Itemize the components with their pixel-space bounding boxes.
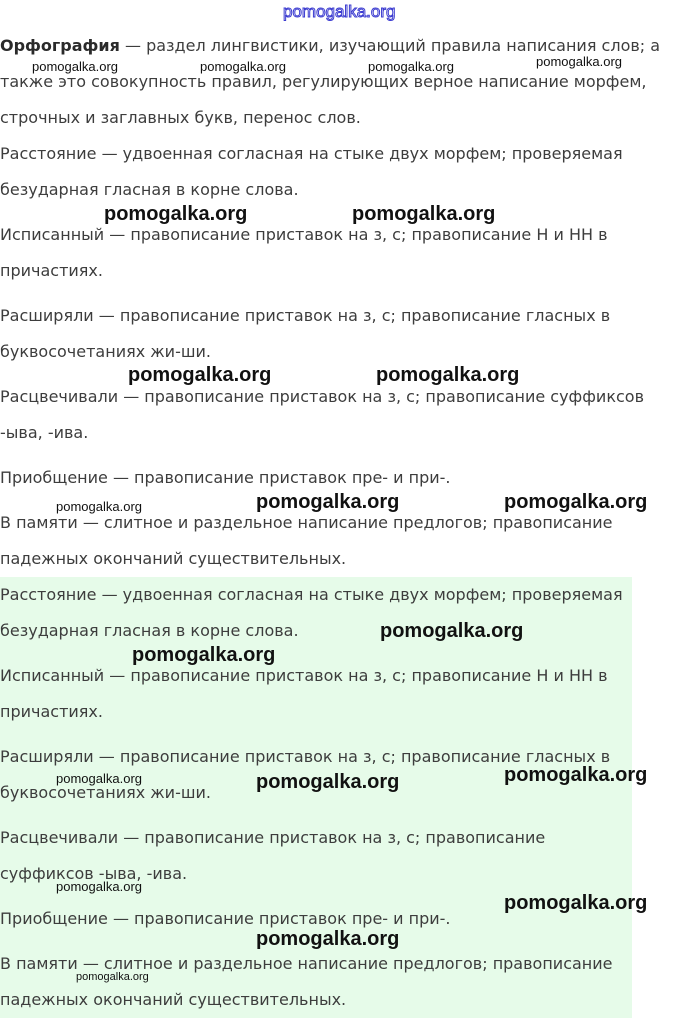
- answer-line: причастиях.: [0, 702, 103, 721]
- watermark: pomogalka.org: [56, 771, 142, 786]
- answer-line: Расстояние — удвоенная согласная на стыке двух морфем; проверяемая: [0, 585, 623, 604]
- watermark: pomogalka.org: [380, 620, 524, 642]
- text-line: безударная гласная в корне слова.: [0, 180, 299, 199]
- intro-line-2: также это совокупность правил, регулирующих верное написание морфем,: [0, 72, 647, 91]
- watermark: pomogalka.org: [76, 971, 149, 983]
- text-line: причастиях.: [0, 261, 103, 280]
- watermark: pomogalka.org: [200, 59, 286, 74]
- watermark: pomogalka.org: [352, 203, 496, 225]
- answer-line: В памяти — слитное и раздельное написание предлогов; правописание: [0, 954, 613, 973]
- watermark: pomogalka.org: [376, 364, 520, 386]
- watermark: pomogalka.org: [504, 892, 648, 914]
- text-line: падежных окончаний существительных.: [0, 549, 347, 568]
- term-orthography: Орфография: [0, 36, 120, 55]
- text-line: буквосочетаниях жи-ши.: [0, 342, 211, 361]
- text-line: Приобщение — правописание приставок пре- и при-.: [0, 468, 451, 487]
- watermark: pomogalka.org: [104, 203, 248, 225]
- answer-line: падежных окончаний существительных.: [0, 990, 347, 1009]
- watermark: pomogalka.org: [504, 764, 648, 786]
- watermark: pomogalka.org: [128, 364, 272, 386]
- text-line: Исписанный — правописание приставок на з, с; правописание Н и НН в: [0, 225, 608, 244]
- watermark: pomogalka.org: [56, 499, 142, 514]
- answer-line: безударная гласная в корне слова.: [0, 621, 299, 640]
- answer-line: буквосочетаниях жи-ши.: [0, 783, 211, 802]
- watermark: pomogalka.org: [256, 928, 400, 950]
- text-line: Расстояние — удвоенная согласная на стыке двух морфем; проверяемая: [0, 144, 623, 163]
- intro-line-1: Орфография — раздел лингвистики, изучающий правила написания слов; а: [0, 36, 661, 55]
- answer-line: суффиксов -ыва, -ива.: [0, 864, 188, 883]
- watermark: pomogalka.org: [256, 491, 400, 513]
- text-line: В памяти — слитное и раздельное написание предлогов; правописание: [0, 513, 613, 532]
- answer-line: Исписанный — правописание приставок на з, с; правописание Н и НН в: [0, 666, 608, 685]
- watermark-logo: pomogalka.org: [283, 2, 396, 21]
- watermark: pomogalka.org: [368, 59, 454, 74]
- text-line: Расширяли — правописание приставок на з, с; правописание гласных в: [0, 306, 611, 325]
- answer-line: Расширяли — правописание приставок на з, с; правописание гласных в: [0, 747, 611, 766]
- intro-line-3: строчных и заглавных букв, перенос слов.: [0, 108, 361, 127]
- answer-line: Приобщение — правописание приставок пре- и при-.: [0, 909, 451, 928]
- watermark: pomogalka.org: [32, 59, 118, 74]
- watermark: pomogalka.org: [256, 771, 400, 793]
- answer-line: Расцвечивали — правописание приставок на з, с; правописание: [0, 828, 546, 847]
- text-line: Расцвечивали — правописание приставок на з, с; правописание суффиксов: [0, 387, 644, 406]
- watermark: pomogalka.org: [132, 644, 276, 666]
- watermark: pomogalka.org: [536, 54, 622, 69]
- text-line: -ыва, -ива.: [0, 423, 89, 442]
- watermark: pomogalka.org: [56, 879, 142, 894]
- watermark: pomogalka.org: [504, 491, 648, 513]
